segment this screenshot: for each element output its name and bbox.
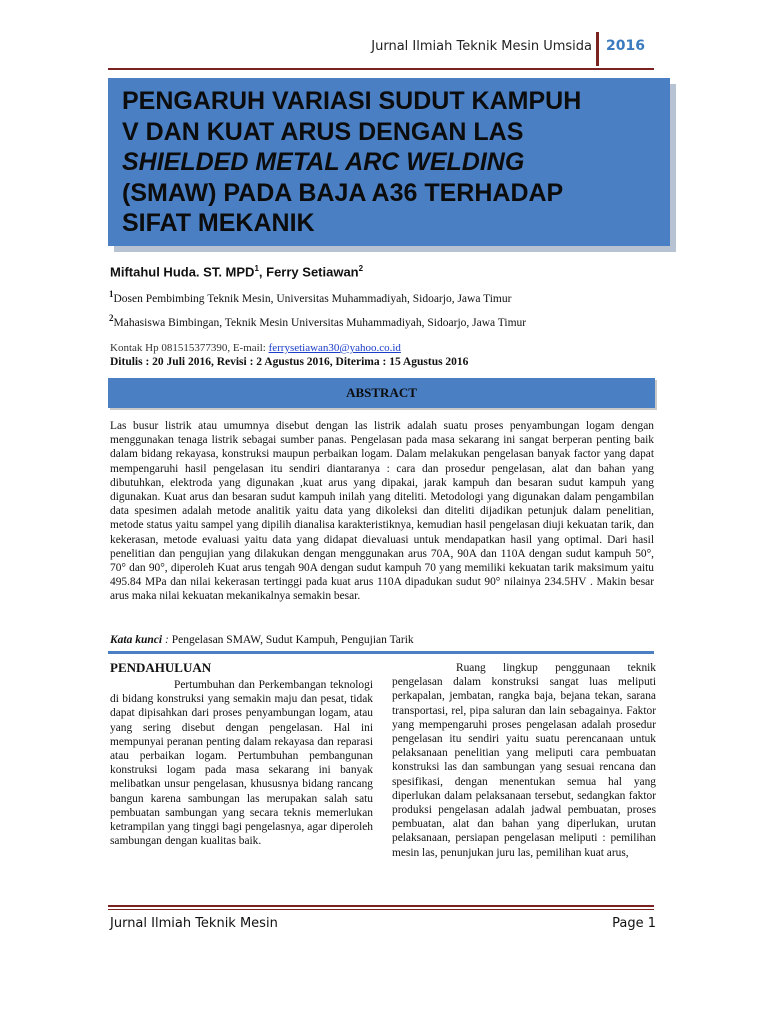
keywords-text: Pengelasan SMAW, Sudut Kampuh, Pengujian Tarik: [171, 634, 414, 646]
header-journal-name: Jurnal Ilmiah Teknik Mesin Umsida: [371, 39, 592, 54]
header-rule: [108, 68, 654, 70]
title-box: [108, 78, 670, 246]
contact-line: [110, 342, 401, 354]
keywords-line: [110, 634, 414, 646]
affiliation-1-number: 1: [109, 289, 114, 299]
footer-journal-name: Jurnal Ilmiah Teknik Mesin: [110, 916, 278, 931]
author-separator: ,: [258, 264, 267, 280]
author-1-marker: 1: [254, 264, 259, 273]
keywords-rule: [108, 651, 654, 654]
author-2-marker: 2: [358, 264, 364, 273]
left-column: [110, 660, 373, 848]
paper-title: [122, 86, 662, 239]
abstract-text: Las busur listrik atau umumnya disebut dengan las listrik adalah suatu proses penyambungan logam dengan menggunakan tenaga listrik sebagai sumber panas. Pengelasan pada masa sekarang ini sangat berperan penting baik dalam bidang rekayasa, konstruksi maupun perbaikan logam. Dalam melakukan pengelasan banyak factor yang dapat mempengaruhi hasil pengelasan itu sendiri diantaranya : cara dan prosedur pengelasan, alat dan bahan yang dibutuhkan, elektroda yang digunakan ,kuat arus yang dipakai, jarak kampuh dan besaran sudut kampuh yang digunakan. Kuat arus dan besaran sudut kampuh inilah yang diteliti. Metodologi yang digunakan dalam pengambilan data spesimen adalah metode analitik yaitu data yang dikoleksi dan diteliti dijadikan petunjuk dalam penelitian, metode status yaitu sampel yang dipilih dianalisa karakteristiknya, kemudian hasil pengelasan diuji kekuatan tarik, dan kekerasan, metode evaluasi yaitu data yang didapat dievaluasi untuk mendapatkan hasil yang optimal. Dari hasil penelitian dan pengujian yang dilakukan dengan menggunakan arus 70A, 90A dan 110A dengan sudut kampuh 50°, 70° dan 90°, diperoleh Kuat arus tengah 90A dengan sudut kampuh 70 yang memiliki kekuatan tarik maksimum yaitu 495.84 MPa dan nilai kekerasan tertinggi pada kuat arus 110A dipadukan sudut 90° nilainya 234.5HV . Makin besar arus maka nilai kekuatan mekanikalnya semakin besar.: [110, 420, 654, 603]
contact-prefix: Kontak Hp 081515377390, E-mail:: [110, 342, 269, 354]
affiliation-2-number: 2: [109, 313, 114, 323]
footer-rule-thin: [108, 909, 654, 910]
affiliation-1-text: Dosen Pembimbing Teknik Mesin, Universitas Muhammadiyah, Sidoarjo, Jawa Timur: [113, 292, 512, 305]
affiliation-1: [109, 289, 511, 305]
intro-paragraph-left: Pertumbuhan dan Perkembangan teknologi di bidang konstruksi yang semakin maju dan pesat, tidak dapat dipisahkan dari proses penyambungan logam, atau yang sering disebut dengan pengelasan. Hal ini mempunyai peranan penting dalam rekayasa dan reparasi atau perbaikan logam. Pertumbuhan pembangunan konstruksi logam pada masa sekarang ini banyak melibatkan unsur pengelasan, khususnya bidang rancang bangun karena sambungan las merupakan salah satu pembuatan sambungan yang secara teknis memerlukan ketrampilan yang tinggi bagi pengelasnya, agar diperoleh sambungan dengan kualitas baik.: [110, 679, 373, 848]
keywords-label: Kata kunci: [110, 634, 163, 646]
affiliation-2-text: Mahasiswa Bimbingan, Teknik Mesin Universitas Muhammadiyah, Sidoarjo, Jawa Timur: [113, 316, 527, 329]
running-header: [0, 30, 768, 70]
title-line-2: V DAN KUAT ARUS DENGAN LAS: [122, 117, 524, 146]
submission-dates: Ditulis : 20 Juli 2016, Revisi : 2 Agustus 2016, Diterima : 15 Agustus 2016: [110, 356, 469, 368]
abstract-heading-bar: [108, 378, 655, 408]
keywords-colon: :: [162, 634, 172, 646]
footer-rule-thick: [108, 905, 654, 907]
header-year: 2016: [606, 38, 645, 54]
right-column: [392, 661, 656, 860]
intro-paragraph-right: Ruang lingkup penggunaan teknik pengelasan dalam konstruksi sangat luas meliputi perkapalan, jembatan, rangka baja, bejana tekan, sarana transportasi, rel, pipa saluran dan lain sebagainya. Faktor yang mempengaruhi proses pengelasan adalah prosedur pengelasan itu sendiri yaitu suatu perencanaan untuk pelaksanaan penelitian yang meliputi cara pembuatan konstruksi las dan sambungan yang sesuai rencana dan spesifikasi, dengan menentukan semua hal yang diperlukan dalam pelaksanaan tersebut, sedangkan faktor produksi pengelasan adalah jadwal pembuatan, proses pembuatan, alat dan bahan yang diperlukan, urutan pelaksanaan, persiapan pengelasan meliputi : pemilihan mesin las, penunjukan juru las, pemilihan kuat arus,: [392, 662, 656, 859]
title-line-3: SHIELDED METAL ARC WELDING: [122, 148, 525, 176]
affiliation-2: [109, 313, 526, 329]
abstract-heading: ABSTRACT: [346, 385, 417, 400]
section-heading-pendahuluan: PENDAHULUAN: [110, 660, 212, 675]
author-1: Miftahul Huda. ST. MPD: [110, 264, 255, 280]
title-line-1: PENGARUH VARIASI SUDUT KAMPUH: [122, 87, 582, 115]
author-2: Ferry Setiawan: [266, 264, 359, 280]
header-separator: [596, 32, 599, 66]
footer-page-number: Page 1: [612, 916, 656, 931]
author-list: [110, 264, 363, 279]
title-line-4: (SMAW) PADA BAJA A36 TERHADAP: [122, 178, 564, 207]
email-link[interactable]: ferrysetiawan30@yahoo.co.id: [268, 342, 401, 354]
title-line-5: SIFAT MEKANIK: [122, 209, 315, 237]
